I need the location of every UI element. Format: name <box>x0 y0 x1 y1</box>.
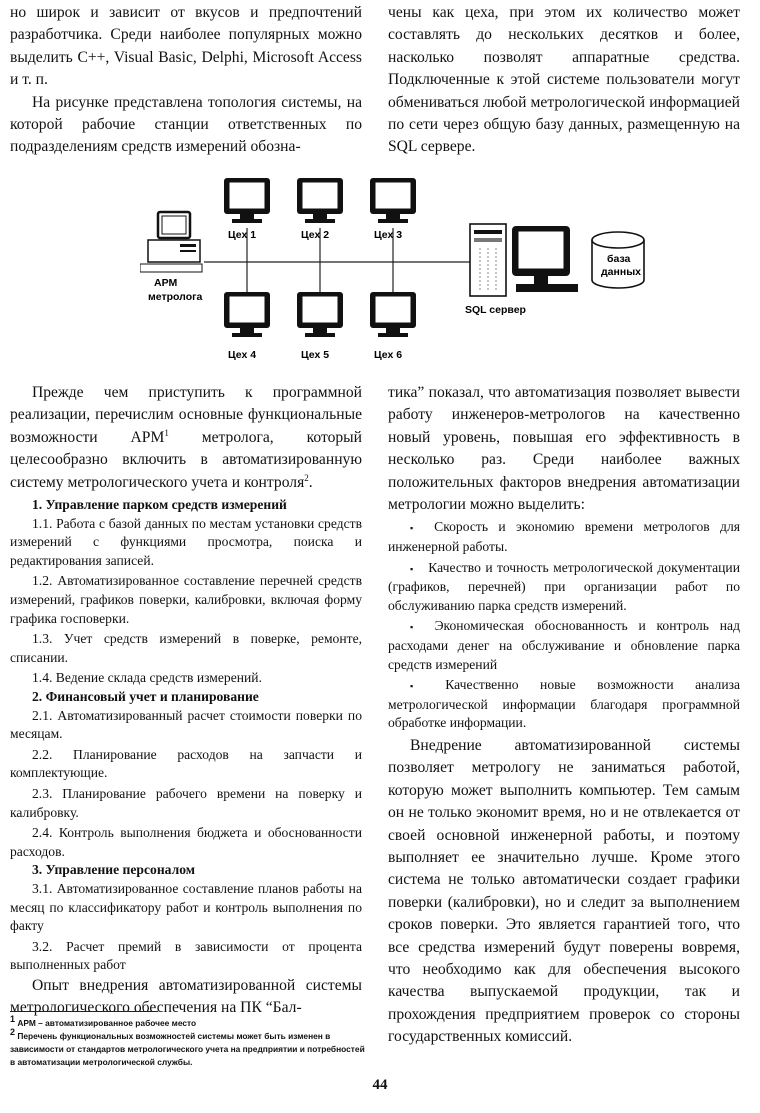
workstation-icon <box>297 178 343 223</box>
workstation-icon <box>370 178 416 223</box>
network-topology-diagram <box>140 168 660 368</box>
list-item: 1.2. Автоматизированное составление перечней средств измерений, графиков поверки, калибровки, включая форму графика госповерки. <box>10 573 362 626</box>
left-column-top <box>10 2 362 159</box>
list-item: 2.2. Планирование расходов на запчасти и комплектующие. <box>10 746 362 781</box>
right-column-top <box>388 2 740 159</box>
page-number: 44 <box>372 1077 388 1093</box>
paragraph: Внедрение автоматизированной системы позволяет метрологу не заниматься работой, которую может выполнить компьютер. Тем самым он не только экономит время, но и не отвлекается от своей основной инженерной работы, и поэтому выполняет ее значительно лучше. Кроме этого система не только автоматически создает графики поверки (калибровки), но и следит за выполнением сроков поверки. Это является гарантией того, что все средства измерений будут поверены вовремя, что необходимо как для обеспечения высокого качества выпускаемой продукции, так и прохождения предприятием проверок со стороны государственных комиссий. <box>388 736 740 1046</box>
footnote: $^1$ АРМ – автоматизированное рабочее место <box>10 1014 197 1028</box>
paragraph: чены как цеха, при этом их количество может составлять до нескольких десятков и более, насколько позволят аппаратные средства. Подключенные к этой системе пользователи могут обмениваться любой метрологической информацией по сети через общую базу данных, размещенную на SQL сервере. <box>388 4 740 156</box>
list-item: 2.1. Автоматизированный расчет стоимости поверки по месяцам. <box>10 707 362 742</box>
workstation-icon <box>370 292 416 337</box>
list-item: 3.1. Автоматизированное составление планов работы на месяц по классификатору работ и контроль выполнения по факту <box>10 880 362 934</box>
left-column <box>10 382 362 1020</box>
list-item: 1.4. Ведение склада средств измерений. <box>32 670 262 686</box>
list-item: 1.3. Учет средств измерений в поверке, ремонте, списании. <box>10 631 362 665</box>
list-item: 2.3. Планирование рабочего времени на поверку и калибровку. <box>10 785 362 820</box>
footnote-ref: 1 <box>164 427 169 438</box>
workstation-icon <box>297 292 343 337</box>
ws-label: Цех 2 <box>301 229 330 241</box>
right-column <box>388 382 740 1049</box>
list-item: 2.4. Контроль выполнения бюджета и обоснованности расходов. <box>10 825 362 859</box>
bullet-item: ▪ Экономическая обоснованность и контроль над расходами денег на обслуживание и обновление парка средств измерений <box>388 618 740 672</box>
footnote: $^2$ Перечень функциональных возможностей системы может быть изменен в зависимости от стандартов метрологического учета на предприятии и потребностей в автоматизации метрологической службы. <box>10 1027 365 1067</box>
db-label: данных <box>601 266 641 278</box>
arm-label: АРМ <box>154 277 178 289</box>
bullet-item: ▪ Качество и точность метрологической документации (графиков, перечней) при организации работ по обслуживанию парка средств измерений. <box>388 559 740 613</box>
bullet-list <box>388 518 740 733</box>
paragraph: но широк и зависит от вкусов и предпочтений разработчика. Среди наиболее популярных можно выделить C++, Visual Basic, Delphi, Microsoft Access и т. п. <box>10 4 362 89</box>
arm-label: метролога <box>148 291 203 303</box>
section-heading: 3. Управление персоналом <box>32 862 195 878</box>
section-heading: 2. Финансовый учет и планирование <box>32 688 259 704</box>
ws-label: Цех 1 <box>228 229 257 241</box>
bullet-marker: ▪ <box>410 523 421 534</box>
list-item: 1.1. Работа с базой данных по местам установки средств измерений с функциями просмотра, поиска и редактирования записей. <box>10 515 362 568</box>
list-item: 3.2. Расчет премий в зависимости от процента выполненных работ <box>10 938 362 973</box>
section-heading: 1. Управление парком средств измерений <box>32 497 287 513</box>
ws-label: Цех 6 <box>374 349 403 361</box>
arm-computer-icon <box>140 212 202 272</box>
bullet-marker: ▪ <box>410 622 421 633</box>
server-icon <box>470 224 578 296</box>
workstation-icon <box>224 178 270 223</box>
footnote-ref: 2 <box>304 472 309 483</box>
paragraph: Опыт внедрения автоматизированной системы метрологического обеспечения на ПК “Бал- <box>10 976 362 1017</box>
bullet-marker: ▪ <box>410 681 432 692</box>
bullet-item: ▪ Скорость и экономию времени метрологов для инженерной работы. <box>388 519 740 555</box>
footnote-divider <box>10 1011 158 1012</box>
ws-label: Цех 3 <box>374 229 403 241</box>
paragraph: Прежде чем приступить к программной реализации, перечислим основные функциональные возможности АРМ$^1$ метролога, который целесообразно включить в автоматизированную систему метрологического учета и контроля$^2$. <box>10 384 362 491</box>
db-label: база <box>607 253 631 265</box>
workstation-icon <box>224 292 270 337</box>
ws-label: Цех 5 <box>301 349 330 361</box>
paragraph: На рисунке представлена топология системы, на которой рабочие станции ответственных по подразделениям средств измерений обозна- <box>10 93 362 156</box>
bullet-marker: ▪ <box>410 563 415 574</box>
server-label: SQL сервер <box>465 304 526 316</box>
bullet-item: ▪ Качественно новые возможности анализа метрологической информации благодаря программной обработке информации. <box>388 677 740 731</box>
paragraph: тика” показал, что автоматизация позволяет вывести работу инженеров-метрологов на качественно новый уровень, повышая его эффективность в несколько раз. Среди наиболее важных положительных факторов внедрения автоматизации метрологии можно выделить: <box>388 384 740 514</box>
ws-label: Цех 4 <box>228 349 257 361</box>
